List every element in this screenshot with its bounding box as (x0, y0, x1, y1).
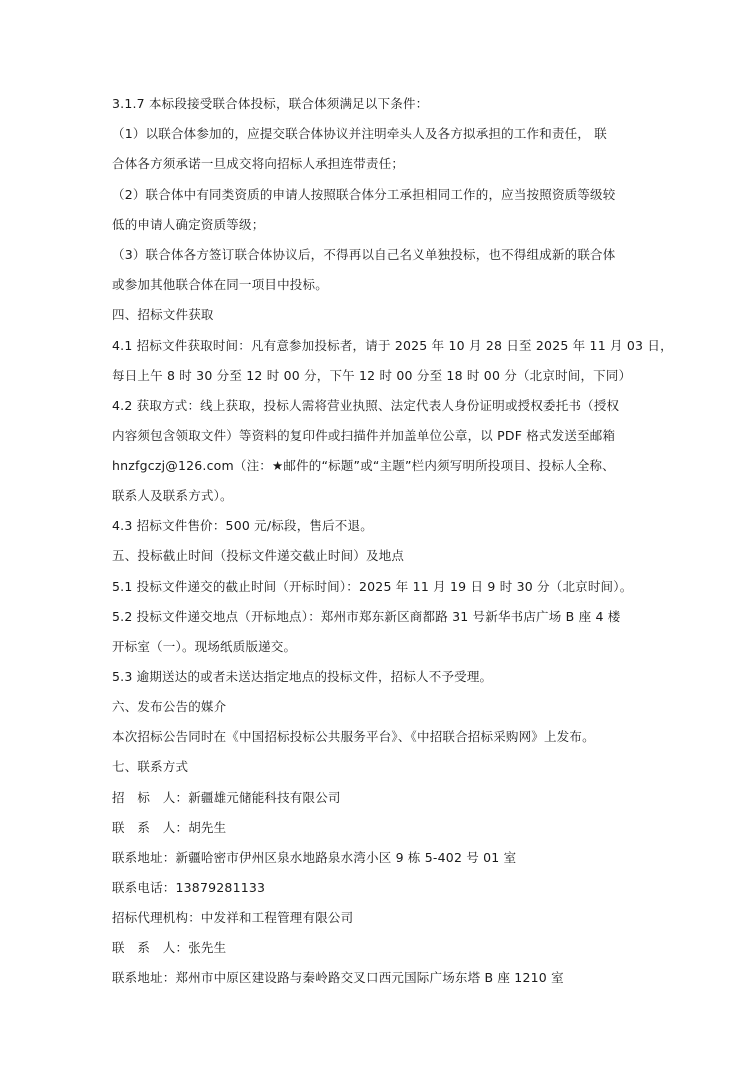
text-line-4-3: 4.3 招标文件售价：500 元/标段，售后不退。 (112, 518, 373, 533)
text-line-condition-3-cont: 或参加其他联合体在同一项目中投标。 (112, 277, 328, 292)
text-line-condition-2-cont: 低的申请人确定资质等级； (112, 217, 265, 232)
contact-address-2: 联系地址：郑州市中原区建设路与秦岭路交叉口西元国际广场东塔 B 座 1210 室 (112, 970, 564, 985)
text-line-4-2-email: hnzfgczj@126.com（注：★邮件的“标题”或“主题”栏内须写明所投项目、投标人全称、 (112, 458, 615, 473)
text-line-5-3: 5.3 逾期送达的或者未送达指定地点的投标文件，招标人不予受理。 (112, 669, 493, 684)
contact-agency: 招标代理机构：中发祥和工程管理有限公司 (112, 910, 354, 925)
section-heading-4: 四、招标文件获取 (112, 307, 214, 322)
text-line-5-2: 5.2 投标文件递交地点（开标地点）：郑州市郑东新区商都路 31 号新华书店广场 B 座 4 楼 (112, 609, 621, 624)
text-line-condition-2: （2）联合体中有同类资质的申请人按照联合体分工承担相同工作的，应当按照资质等级较 (112, 187, 616, 202)
contact-address-1: 联系地址：新疆哈密市伊州区泉水地路泉水湾小区 9 栋 5-402 号 01 室 (112, 850, 517, 865)
contact-person-2: 联 系 人：张先生 (112, 940, 227, 955)
text-line-4-2-cont: 内容须包含领取文件）等资料的复印件或扫描件并加盖单位公章，以 PDF 格式发送至邮箱 (112, 428, 616, 443)
contact-tenderer: 招 标 人：新疆雄元储能科技有限公司 (112, 790, 341, 805)
contact-phone-1: 联系电话：13879281133 (112, 880, 266, 895)
text-line-4-1-cont: 每日上午 8 时 30 分至 12 时 00 分，下午 12 时 00 分至 18 时 00 分（北京时间，下同） (112, 368, 632, 383)
text-line-3-1-7: 3.1.7 本标段接受联合体投标，联合体须满足以下条件： (112, 96, 429, 111)
text-line-5-1: 5.1 投标文件递交的截止时间（开标时间）：2025 年 11 月 19 日 9 时 30 分（北京时间）。 (112, 579, 633, 594)
contact-person-1: 联 系 人：胡先生 (112, 820, 227, 835)
text-line-condition-1: （1）以联合体参加的，应提交联合体协议并注明牵头人及各方拟承担的工作和责任， 联 (112, 126, 607, 141)
section-heading-7: 七、联系方式 (112, 759, 189, 774)
text-line-media: 本次招标公告同时在《中国招标投标公共服务平台》、《中招联合招标采购网》上发布。 (112, 729, 595, 744)
text-line-4-1: 4.1 招标文件获取时间：凡有意参加投标者，请于 2025 年 10 月 28 日至 2025 年 11 月 03 日， (112, 338, 673, 353)
text-line-4-2-end: 联系人及联系方式）。 (112, 488, 233, 503)
text-line-5-2-cont: 开标室（一）。现场纸质版递交。 (112, 639, 297, 654)
text-line-condition-3: （3）联合体各方签订联合体协议后，不得再以自己名义单独投标，也不得组成新的联合体 (112, 247, 616, 262)
section-heading-6: 六、发布公告的媒介 (112, 699, 227, 714)
section-heading-5: 五、投标截止时间（投标文件递交截止时间）及地点 (112, 548, 405, 563)
text-line-condition-1-cont: 合体各方须承诺一旦成交将向招标人承担连带责任； (112, 156, 405, 171)
text-line-4-2: 4.2 获取方式：线上获取，投标人需将营业执照、法定代表人身份证明或授权委托书（授权 (112, 398, 620, 413)
